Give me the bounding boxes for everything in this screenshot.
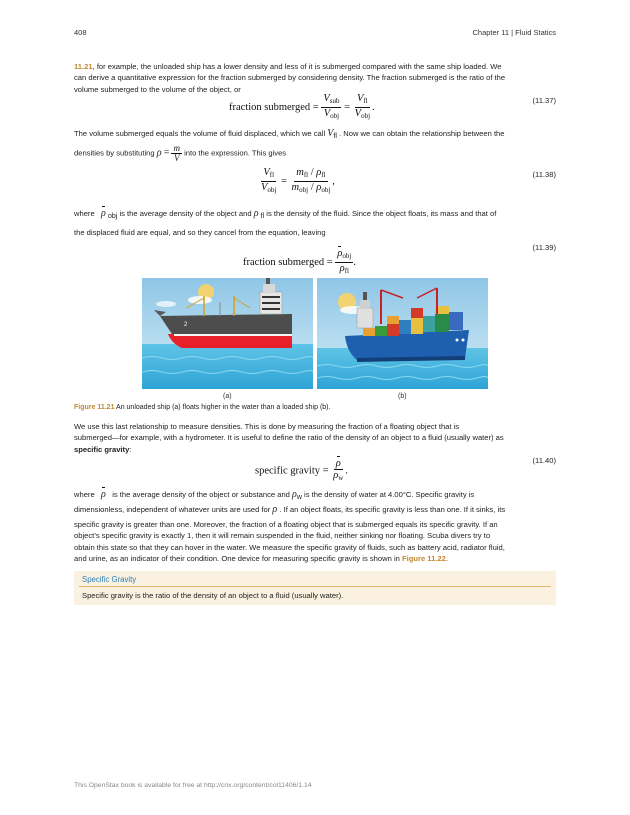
figure-unloaded-ship (142, 278, 313, 389)
equation-number-11-40: (11.40) (532, 456, 556, 465)
term-specific-gravity: specific gravity (74, 444, 130, 454)
paragraph-specific-gravity-intro: We use this last relationship to measure densities. This is done by measuring the fraction of a floating object that is submerged—for example, with a hydrometer. It is useful to define the ratio of the density of an object to a fluid (usually water) as specific gravity: (74, 422, 504, 454)
definition-body: Specific gravity is the ratio of the density of an object to a fluid (usually water). (82, 591, 344, 600)
figure-loaded-ship (317, 278, 488, 389)
figure-label-a: (a) (223, 393, 232, 400)
paragraph-specific-gravity-detail: where ρ is the average density of the object or substance and ρw is the density of water at 4.00°C. Specific gravity is dimensionless, independent of whatever units are used for ρ . If an object floats, its specific gravity is less than one. If it sinks, its specific gravity is greater than one. Moreover, the fraction of a floating object that is submerged equals its specific gravity. If an object’s specific gravity is exactly 1, then it will remain suspended in the fluid, neither sinking nor floating. Scuba divers try to obtain this state so that they can hover in the water. We measure the specific gravity of fluids, such as battery acid, radiator fluid, and urine, as an indicator of their condition. One device for measuring specific gravity is shown in Figure 11.22. (74, 489, 506, 563)
equation-number-11-37: (11.37) (532, 96, 556, 105)
footer-note: This OpenStax book is available for free at http://cnx.org/content/col11406/1.14 (74, 782, 312, 789)
figure-caption: Figure 11.21 An unloaded ship (a) floats higher in the water than a loaded ship (b). (74, 404, 331, 411)
definition-title: Specific Gravity (82, 575, 137, 584)
equation-11-40: specific gravity = $\frac{\rho}{\rho_w}$ . (255, 458, 348, 482)
paragraph-densities: where ρ obj is the average density of the object and ρ fl is the density of the fluid. Since the object floats, its mass and that of the displaced fluid are equal, and so they cancel from the equation, leaving (74, 208, 497, 237)
equation-11-39: fraction submerged = $\frac{\rho_{obj}}{\rho_{fl}}$ . (243, 248, 356, 275)
page-number: 408 (74, 28, 87, 37)
paragraph-volume: The volume submerged equals the volume of fluid displaced, which we call Vfl . Now we can obtain the relationship between the densities by substituting ρ = $\frac{m}{V}$ into the expression. This gives (74, 128, 505, 163)
hull-number: 2 (184, 322, 188, 328)
figure-link-11-22[interactable]: Figure 11.22 (401, 553, 446, 563)
equation-number-11-38: (11.38) (532, 170, 556, 179)
paragraph-intro: 11.21, for example, the unloaded ship has a lower density and less of it is submerged compared with the same ship loaded. We can derive a quantitative expression for the fraction submerged by considering density. The fraction submerged is the ratio of the volume submerged to the volume of the object, or (74, 62, 506, 94)
definition-divider (79, 586, 551, 587)
equation-number-11-39: (11.39) (532, 243, 556, 252)
equation-11-37: fraction submerged = $\frac{V_{sub}}{V_{obj}}$ = $\frac{V_{fl}}{V_{obj}}$ . (229, 93, 375, 120)
definition-box (74, 571, 556, 605)
chapter-title: Chapter 11 | Fluid Statics (472, 28, 556, 37)
figure-link-11-21[interactable]: 11.21 (74, 62, 93, 71)
equation-11-38: $\frac{V_{fl}}{V_{obj}}$ = $\frac{m_{fl} / \rho_{fl}}{m_{obj} / \rho_{obj}}$ , (261, 167, 335, 194)
figure-label-b: (b) (398, 393, 407, 400)
